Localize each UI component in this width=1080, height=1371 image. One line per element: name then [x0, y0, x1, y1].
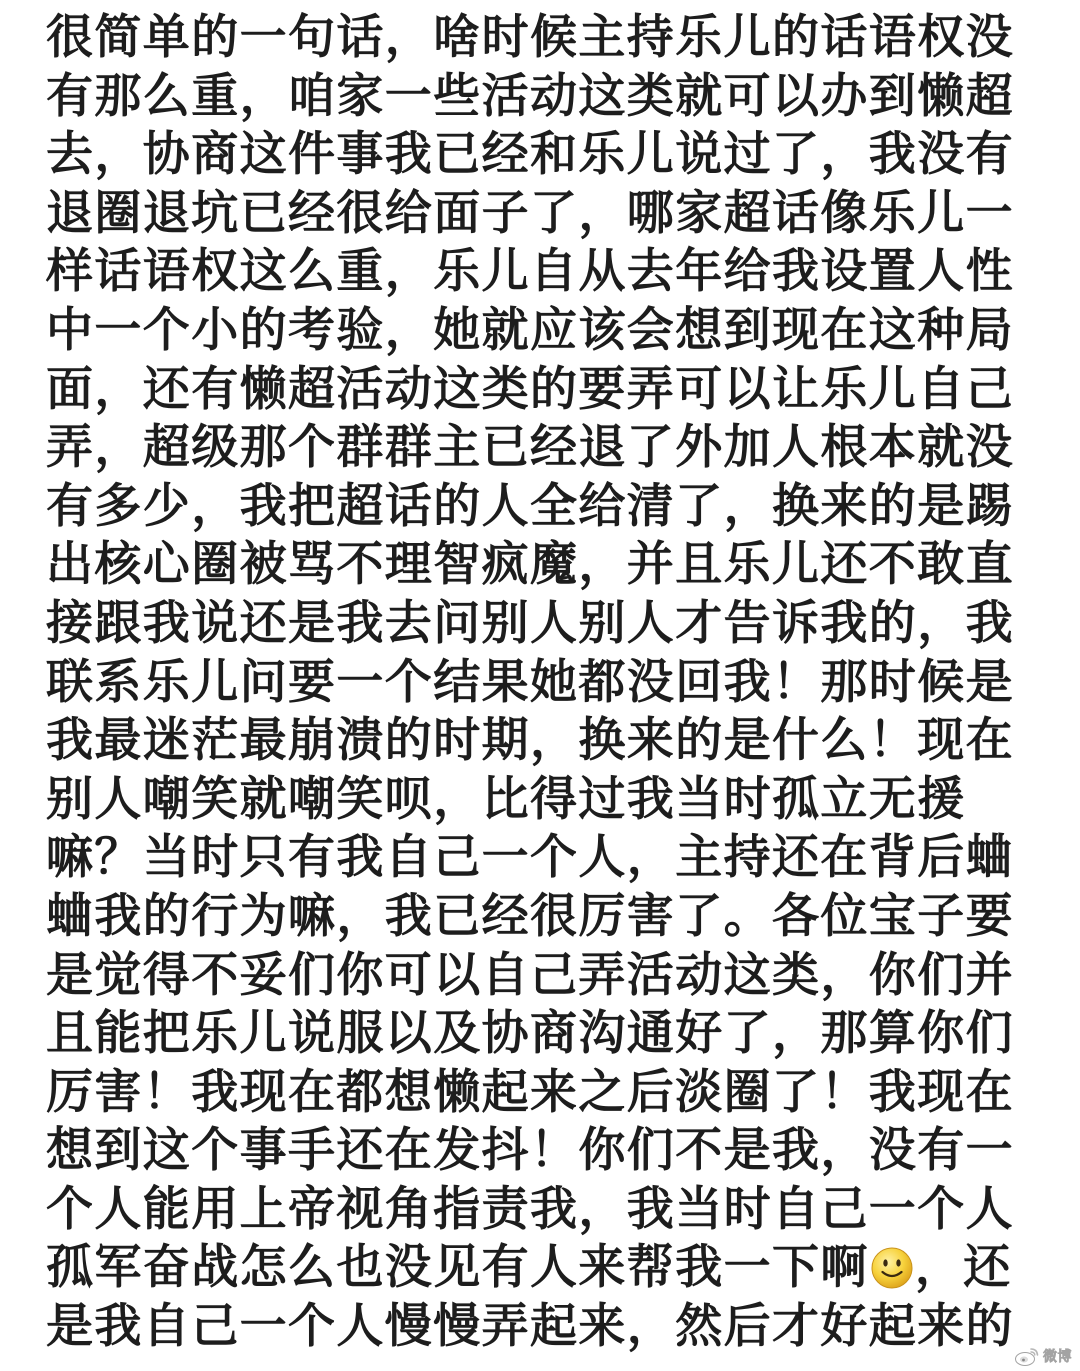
post-line: 是觉得不妥们你可以自己弄活动这类，你们并 [46, 947, 1014, 1003]
emoji-line-after: ，还 [914, 1240, 1012, 1296]
post-line: 退圈退坑已经很给面子了，哪家超话像乐儿一 [46, 185, 1014, 241]
post-line: 去，协商这件事我已经和乐儿说过了，我没有 [46, 127, 1014, 183]
weibo-watermark [1014, 1345, 1072, 1367]
post-line: 样话语权这么重，乐儿自从去年给我设置人性 [46, 244, 1014, 300]
post-text [46, 9, 1014, 1357]
post-line: 厉害！我现在都想懒起来之后淡圈了！我现在 [46, 1064, 1014, 1120]
post-line: 接跟我说还是我去问别人别人才告诉我的，我 [46, 595, 1014, 651]
post-line: 面，还有懒超活动这类的要弄可以让乐儿自己 [46, 361, 1014, 417]
post-line: 弄，超级那个群群主已经退了外加人根本就没 [46, 420, 1014, 476]
post-line: 个人能用上帝视角指责我，我当时自己一个人 [46, 1181, 1014, 1237]
post-line: 嘛？当时只有我自己一个人，主持还在背后蛐 [46, 830, 1014, 886]
post-line: 别人嘲笑就嘲笑呗，比得过我当时孤立无援 [46, 771, 966, 827]
post-line: 很简单的一句话，啥时候主持乐儿的话语权没 [46, 10, 1014, 65]
post-line: 出核心圈被骂不理智疯魔，并且乐儿还不敢直 [46, 537, 1014, 593]
post-line: 是我自己一个人慢慢弄起来，然后才好起来的 [46, 1299, 1014, 1355]
post-line: 联系乐儿问要一个结果她都没回我！那时候是 [46, 654, 1014, 710]
post-line-with-emoji [46, 1239, 1012, 1298]
post-line: 蛐我的行为嘛，我已经很厉害了。各位宝子要 [46, 888, 1014, 944]
post-line: 有多少，我把超话的人全给清了，换来的是踢 [46, 478, 1014, 534]
post-line: 我最迷茫最崩溃的时期，换来的是什么！现在 [46, 713, 1014, 769]
watermark-text: 微博 [1043, 1349, 1072, 1365]
post-line: 且能把乐儿说服以及协商沟通好了，那算你们 [46, 1006, 1014, 1062]
post-line: 中一个小的考验，她就应该会想到现在这种局 [46, 302, 1014, 358]
emoji-line-before: 孤军奋战怎么也没见有人来帮我一下啊 [46, 1240, 869, 1296]
weibo-logo-icon [1014, 1345, 1040, 1367]
post-line: 有那么重，咱家一些活动这类就可以办到懒超 [46, 68, 1014, 124]
smile-emoji-icon [870, 1246, 914, 1290]
post-line: 想到这个事手还在发抖！你们不是我，没有一 [46, 1123, 1014, 1179]
